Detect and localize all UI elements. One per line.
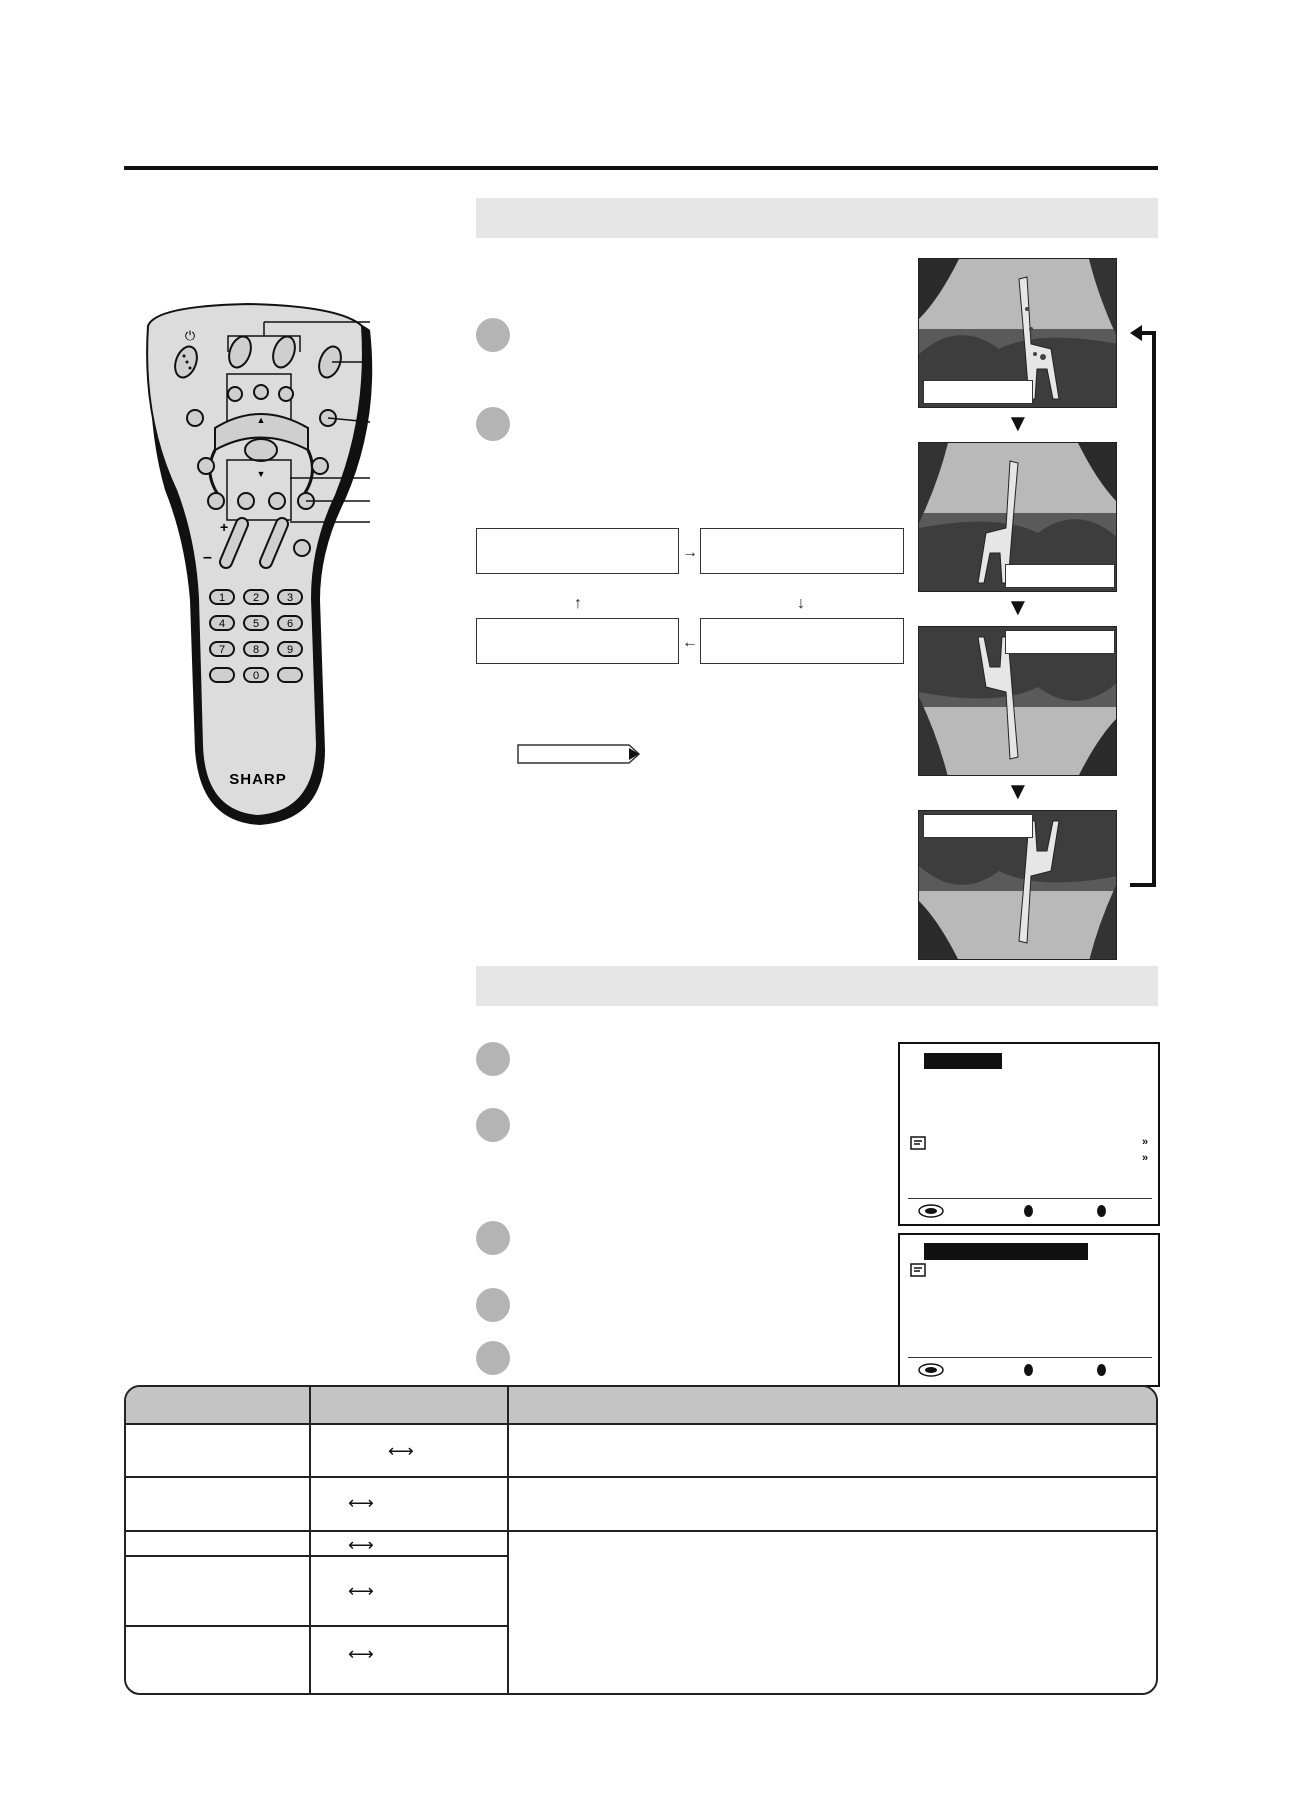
step-marker-7	[476, 1341, 510, 1375]
svg-text:8: 8	[252, 644, 260, 656]
submenu-chevron-icon-1: »	[1142, 1136, 1149, 1148]
osd-dpad-icon	[918, 1204, 944, 1218]
osd-divider	[908, 1198, 1152, 1199]
mode-box-4	[476, 618, 679, 664]
svg-text:5: 5	[252, 618, 260, 630]
photo-caption-box-4	[923, 814, 1033, 838]
svg-text:+: +	[220, 519, 229, 535]
toggle-arrow-row-5: ⟷	[348, 1644, 374, 1664]
osd-submenu-title-bar	[924, 1243, 1088, 1260]
svg-text:9: 9	[286, 644, 294, 656]
flow-arrow-down: ↓	[797, 595, 805, 612]
svg-text:–: –	[203, 549, 212, 566]
svg-text:3: 3	[286, 592, 294, 604]
photo-caption-box-1	[923, 380, 1033, 404]
submenu-chevron-icon-2: »	[1142, 1152, 1149, 1164]
flow-arrow-left: ←	[682, 634, 698, 651]
osd-menu-title-bar	[924, 1053, 1002, 1069]
remote-control-illustration	[140, 300, 400, 840]
svg-text:6: 6	[286, 618, 294, 630]
svg-text:0: 0	[252, 670, 260, 682]
return-loop-arrow	[1128, 318, 1164, 890]
toggle-arrow-row-2: ⟷	[348, 1493, 374, 1513]
section-header-band-2	[476, 966, 1158, 1006]
mode-box-1	[476, 528, 679, 574]
svg-text:▼: ▼	[256, 469, 266, 479]
svg-text:▲: ▲	[256, 415, 266, 425]
svg-text:1: 1	[218, 592, 226, 604]
remote-brand-logo: SHARP	[229, 771, 287, 788]
osd-menu-screen-2	[898, 1233, 1160, 1387]
osd-dpad-icon-2	[918, 1363, 944, 1377]
flow-arrow-right: →	[682, 544, 698, 561]
step-marker-1	[476, 318, 510, 352]
pointing-hand-icon-2	[910, 1263, 928, 1277]
photo-caption-box-2	[1005, 564, 1115, 588]
header-rule	[124, 166, 1158, 170]
table-header-row	[126, 1387, 1156, 1425]
step-marker-2	[476, 407, 510, 441]
section-header-band-1	[476, 198, 1158, 238]
flow-arrow-up: ↑	[574, 595, 582, 612]
osd-divider-2	[908, 1357, 1152, 1358]
step-marker-5	[476, 1221, 510, 1255]
photo-caption-box-3	[1005, 630, 1115, 654]
step-marker-4	[476, 1108, 510, 1142]
down-arrow-2: ▼	[1006, 594, 1030, 621]
osd-button-icon-2	[1097, 1205, 1106, 1217]
osd-button-icon-1	[1024, 1205, 1033, 1217]
toggle-arrow-row-3: ⟷	[348, 1535, 374, 1555]
osd-button-icon-4	[1097, 1364, 1106, 1376]
osd-button-icon-3	[1024, 1364, 1033, 1376]
toggle-arrow-row-1: ⟷	[388, 1441, 414, 1461]
pointing-hand-icon	[910, 1136, 928, 1150]
step-marker-3	[476, 1042, 510, 1076]
svg-text:2: 2	[252, 592, 260, 604]
svg-text:4: 4	[218, 618, 226, 630]
power-icon: ⏻	[184, 328, 196, 343]
step-marker-6	[476, 1288, 510, 1322]
mode-box-2	[700, 528, 904, 574]
toggle-arrow-row-4: ⟷	[348, 1581, 374, 1601]
mode-box-3	[700, 618, 904, 664]
svg-text:7: 7	[218, 644, 226, 656]
tag-label-shape	[517, 743, 641, 765]
down-arrow-1: ▼	[1006, 410, 1030, 437]
osd-menu-screen-1	[898, 1042, 1160, 1226]
settings-table	[124, 1385, 1158, 1695]
down-arrow-3: ▼	[1006, 778, 1030, 805]
